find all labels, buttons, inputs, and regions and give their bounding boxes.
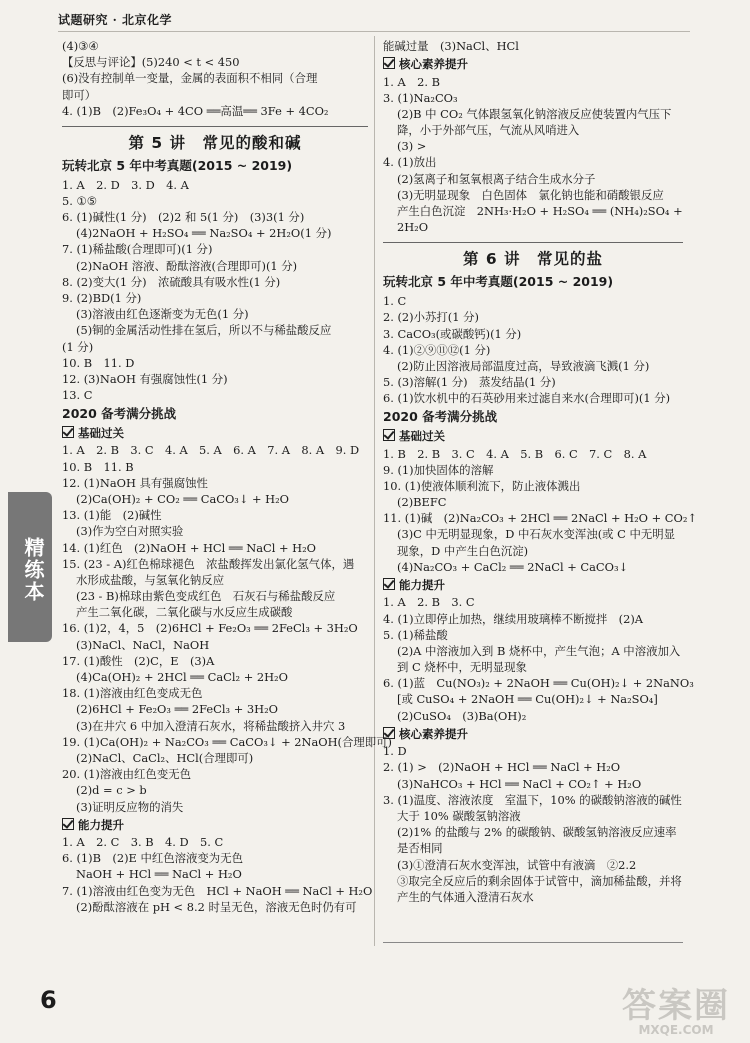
line-text: 13. (1)能 (2)碱性 (62, 508, 162, 523)
subsection-heading (62, 425, 368, 441)
answer-line (62, 475, 368, 491)
answer-line (383, 74, 683, 90)
answer-line (62, 54, 368, 70)
line-text: 玩转北京 5 年中考真题(2015 ~ 2019) (62, 157, 293, 173)
line-text: 10. B 11. D (62, 355, 135, 370)
line-text: 4. (1)放出 (383, 155, 437, 170)
answer-line (62, 588, 368, 604)
answer-line (62, 637, 368, 653)
section-heading (383, 408, 683, 426)
line-text: (2)防止因溶液局部温度过高，导致液滴飞溅(1 分) (397, 358, 650, 373)
answer-line (383, 462, 683, 478)
line-text: 1. A 2. B 3. C (383, 595, 475, 610)
section-heading (62, 405, 368, 423)
answer-line (383, 203, 683, 219)
answer-line (62, 782, 368, 798)
line-text: 1. B 2. B 3. C 4. A 5. B 6. C 7. C 8. A (383, 446, 647, 461)
answer-line (383, 122, 683, 138)
answer-line (62, 883, 373, 899)
line-text: [或 CuSO₄ + 2NaOH ══ Cu(OH)₂↓ + Na₂SO₄] (397, 692, 658, 707)
line-text: 【反思与评论】(5)240 < t < 450 (62, 55, 240, 70)
subsection-heading (62, 817, 368, 833)
answer-line (62, 306, 368, 322)
answer-line (383, 759, 683, 775)
page-header: 试题研究 · 北京化学 (58, 13, 173, 27)
answer-line (383, 510, 697, 526)
answer-line (62, 87, 368, 103)
answer-line (383, 675, 694, 691)
answer-line (62, 103, 368, 119)
answer-line (62, 225, 368, 241)
answer-line (62, 507, 368, 523)
answer-line (62, 734, 392, 750)
line-text: 19. (1)Ca(OH)₂ + Na₂CO₃ ══ CaCO₃↓ + 2NaOH(合理即可) (62, 734, 392, 749)
left-column (62, 38, 392, 915)
answer-line (383, 559, 683, 575)
answer-line (62, 766, 368, 782)
section-heading (62, 157, 368, 175)
watermark-url: MXQE.COM (638, 1023, 714, 1038)
answer-line (383, 38, 683, 54)
line-text: 6. (1)B (2)E 中红色溶液变为无色 (62, 851, 243, 866)
line-text: (3)证明反应物的消失 (76, 799, 184, 814)
answer-line (62, 799, 368, 815)
line-text: (4)③④ (62, 39, 99, 53)
answer-line (62, 241, 368, 257)
line-text: (2)酚酞溶液在 pH < 8.2 时呈无色，溶液无色时仍有可 (76, 899, 357, 914)
answer-line (383, 526, 683, 542)
line-text: 能力提升 (399, 578, 445, 593)
answer-line (383, 543, 683, 559)
answer-line (62, 850, 368, 866)
line-text: 7. (1)稀盐酸(合理即可)(1 分) (62, 242, 213, 257)
line-text: 产生二氧化碳，二氧化碳与水反应生成碳酸 (76, 605, 293, 620)
answer-line (383, 792, 683, 808)
line-text: 15. (23 - A)红色棉球褪色 浓盐酸挥发出氯化氢气体，遇 (62, 556, 355, 571)
line-text: 6. (1)碱性(1 分) (2)2 和 5(1 分) (3)3(1 分) (62, 210, 305, 225)
line-text: (3)NaHCO₃ + HCl ══ NaCl + CO₂↑ + H₂O (397, 776, 642, 791)
line-text: (4)Na₂CO₃ + CaCl₂ ══ 2NaCl + CaCO₃↓ (397, 559, 629, 574)
answer-line (383, 776, 683, 792)
answer-line (383, 374, 683, 390)
line-text: (3)①澄清石灰水变浑浊，试管中有液滴 ②2.2 (397, 857, 637, 872)
answer-line (62, 620, 368, 636)
line-text: 20. (1)溶液由红色变无色 (62, 767, 191, 782)
answer-line (383, 358, 683, 374)
line-text: 玩转北京 5 年中考真题(2015 ~ 2019) (383, 274, 614, 290)
answer-line (62, 177, 368, 193)
answer-line (62, 750, 368, 766)
line-text: 10. (1)使液体顺利流下，防止液体溅出 (383, 478, 581, 493)
line-text: (3)溶液由红色逐渐变为无色(1 分) (76, 307, 249, 322)
line-text: 3. CaCO₃(或碳酸钙)(1 分) (383, 326, 522, 341)
answer-line (383, 138, 683, 154)
answer-line (383, 824, 683, 840)
answer-line (383, 611, 683, 627)
line-text: 2. (2)小苏打(1 分) (383, 310, 479, 325)
line-text: 即可） (62, 87, 97, 102)
line-text: (3) > (397, 139, 427, 154)
line-text: (3)无明显现象 白色固体 氯化钠也能和硝酸银反应 (397, 187, 664, 202)
line-text: (2)NaCl、CaCl₂、HCl(合理即可) (76, 750, 254, 765)
checkbox-icon (383, 578, 395, 590)
line-text: 5. (3)溶解(1 分) 蒸发结晶(1 分) (383, 375, 556, 390)
answer-line (62, 355, 368, 371)
answer-line (383, 219, 683, 235)
answer-line (62, 258, 368, 274)
answer-line (62, 193, 368, 209)
line-text: 6. (1)饮水机中的石英砂用来过滤自来水(合理即可)(1 分) (383, 391, 671, 406)
watermark (622, 985, 730, 1038)
answer-line (62, 653, 368, 669)
lesson-title (383, 242, 683, 270)
line-text: 核心素养提升 (399, 726, 468, 741)
checkbox-icon (62, 426, 74, 438)
line-text: 大于 10% 碳酸氢钠溶液 (397, 808, 521, 823)
line-text: 9. (1)加快固体的溶解 (383, 462, 494, 477)
line-text: 是否相同 (397, 841, 443, 856)
line-text: 14. (1)红色 (2)NaOH + HCl ══ NaCl + H₂O (62, 540, 316, 555)
answer-line (383, 889, 683, 905)
line-text: ③取完全反应后的剩余固体于试管中，滴加稀盐酸，并将 (397, 873, 682, 888)
line-text: (2)B 中 CO₂ 气体跟氢氧化钠溶液反应使装置内气压下 (397, 106, 672, 121)
line-text: (2)6HCl + Fe₂O₃ ══ 2FeCl₃ + 3H₂O (76, 702, 278, 717)
line-text: 3. (1)温度、溶液浓度 室温下，10% 的碳酸钠溶液的碱性 (383, 792, 682, 807)
answer-line (62, 540, 368, 556)
line-text: 产生白色沉淀 2NH₃·H₂O + H₂SO₄ ══ (NH₄)₂SO₄ + (397, 204, 683, 219)
answer-line (383, 691, 683, 707)
answer-line (383, 342, 683, 358)
line-text: (3)C 中无明显现象，D 中石灰水变浑浊(或 C 中无明显 (397, 527, 676, 542)
line-text: 水形成盐酸，与氢氧化钠反应 (76, 572, 225, 587)
answer-line (383, 309, 683, 325)
line-text: 1. A 2. C 3. B 4. D 5. C (62, 835, 224, 850)
checkbox-icon (62, 818, 74, 830)
answer-line (383, 594, 683, 610)
answer-line (383, 708, 683, 724)
line-text: 基础过关 (78, 426, 124, 441)
answer-line (62, 866, 368, 882)
line-text: 16. (1)2，4，5 (2)6HCl + Fe₂O₃ ══ 2FeCl₃ + 3H₂O (62, 621, 358, 636)
line-text: (2)CuSO₄ (3)Ba(OH)₂ (397, 708, 527, 723)
answer-line (383, 90, 683, 106)
line-text: 基础过关 (399, 429, 445, 444)
answer-line (62, 274, 368, 290)
side-tab-label: 精练本 (21, 537, 45, 603)
line-text: 3. (1)Na₂CO₃ (383, 90, 458, 105)
answer-line (62, 371, 368, 387)
answer-line (383, 627, 683, 643)
answer-line (383, 857, 683, 873)
answer-line (383, 840, 683, 856)
line-text: 能力提升 (78, 817, 124, 832)
line-text: 1. A 2. D 3. D 4. A (62, 177, 189, 192)
line-text: (3)NaCl、NaCl，NaOH (76, 637, 210, 652)
line-text: 1. A 2. B (383, 74, 440, 89)
checkbox-icon (383, 57, 395, 69)
checkbox-icon (383, 429, 395, 441)
line-text: (4)Ca(OH)₂ + 2HCl ══ CaCl₂ + 2H₂O (76, 670, 288, 685)
line-text: 4. (1)立即停止加热，继续用玻璃棒不断搅拌 (2)A (383, 611, 644, 626)
answer-line (62, 70, 368, 86)
line-text: 8. (2)变大(1 分) 浓硫酸具有吸水性(1 分) (62, 274, 281, 289)
line-text: (2)氢离子和氢氧根离子结合生成水分子 (397, 171, 596, 186)
answer-line (62, 701, 368, 717)
line-text: 第 5 讲 常见的酸和碱 (128, 133, 302, 152)
line-text: (4)2NaOH + H₂SO₄ ══ Na₂SO₄ + 2H₂O(1 分) (76, 226, 332, 241)
line-text: 4. (1)②⑨⑪⑫(1 分) (383, 342, 491, 357)
checkbox-icon (383, 727, 395, 739)
answer-line (383, 659, 683, 675)
answer-line (62, 209, 368, 225)
line-text: 能碱过量 (3)NaCl、HCl (383, 39, 519, 53)
line-text: (2)d = c > b (76, 783, 147, 798)
line-text: 6. (1)蓝 Cu(NO₃)₂ + 2NaOH ══ Cu(OH)₂↓ + 2NaNO₃ (383, 676, 694, 691)
line-text: (2)A 中溶液加入到 B 烧杯中，产生气泡；A 中溶液加入 (397, 643, 681, 658)
answer-line (62, 290, 368, 306)
line-text: (3)在井穴 6 中加入澄清石灰水，将稀盐酸挤入井穴 3 (76, 718, 346, 733)
answer-line (62, 834, 368, 850)
header-rule (58, 31, 690, 32)
line-text: 18. (1)溶液由红色变成无色 (62, 686, 203, 701)
bottom-rule (383, 942, 683, 943)
line-text: 17. (1)酸性 (2)C，E (3)A (62, 653, 215, 668)
answer-line (62, 556, 368, 572)
page-number: 6 (40, 986, 57, 1014)
line-text: 核心素养提升 (399, 57, 468, 72)
answer-line (62, 38, 368, 54)
section-heading (383, 273, 683, 291)
answer-line (383, 326, 683, 342)
answer-line (383, 808, 683, 824)
line-text: 产生的气体通入澄清石灰水 (397, 889, 534, 904)
answer-line (383, 494, 683, 510)
line-text: (2)Ca(OH)₂ + CO₂ ══ CaCO₃↓ + H₂O (76, 491, 290, 506)
line-text: (23 - B)棉球由紫色变成红色 石灰石与稀盐酸反应 (76, 589, 336, 604)
subsection-heading (383, 428, 683, 444)
answer-line (62, 387, 368, 403)
answer-line (62, 459, 368, 475)
answer-line (62, 339, 368, 355)
answer-line (383, 187, 683, 203)
line-text: 现象，D 中产生白色沉淀) (397, 543, 529, 558)
answer-line (62, 718, 368, 734)
answer-line (383, 106, 683, 122)
lesson-title (62, 126, 368, 154)
line-text: (5)铜的金属活动性排在氢后，所以不与稀盐酸反应 (76, 323, 332, 338)
subsection-heading (383, 726, 683, 742)
line-text: 9. (2)BD(1 分) (62, 291, 142, 305)
line-text: 12. (3)NaOH 有强腐蚀性(1 分) (62, 371, 228, 386)
line-text: 1. A 2. B 3. C 4. A 5. A 6. A 7. A 8. A 9. D (62, 443, 360, 458)
line-text: (6)没有控制单一变量，金属的表面积不相同（合理 (62, 71, 318, 86)
answer-line (62, 685, 368, 701)
line-text: 11. (1)碱 (2)Na₂CO₃ + 2HCl ══ 2NaCl + H₂O + CO₂↑ (383, 511, 697, 526)
answer-line (62, 523, 368, 539)
answer-line (383, 293, 683, 309)
answer-line (62, 491, 368, 507)
line-text: 1. D (383, 744, 407, 759)
answer-line (383, 743, 683, 759)
line-text: 2020 备考满分挑战 (62, 406, 177, 422)
line-text: 2020 备考满分挑战 (383, 409, 498, 425)
answer-line (383, 154, 683, 170)
subsection-heading (383, 577, 683, 593)
line-text: (1 分) (62, 339, 94, 354)
line-text: 1. C (383, 294, 407, 309)
answer-line (383, 643, 683, 659)
line-text: (2)NaOH 溶液、酚酞溶液(合理即可)(1 分) (76, 258, 298, 273)
column-divider (374, 36, 375, 946)
line-text: (2)BEFC (397, 495, 447, 510)
line-text: 到 C 烧杯中，无明显现象 (397, 660, 527, 675)
line-text: NaOH + HCl ══ NaCl + H₂O (76, 867, 242, 882)
answer-line (62, 442, 368, 458)
line-text: 第 6 讲 常见的盐 (462, 250, 604, 269)
answer-line (383, 171, 683, 187)
line-text: (3)作为空白对照实验 (76, 524, 184, 539)
line-text: 降，小于外部气压，气流从风哨进入 (397, 123, 580, 138)
line-text: 4. (1)B (2)Fe₃O₄ + 4CO ══高温══ 3Fe + 4CO₂ (62, 103, 329, 118)
answer-line (383, 478, 683, 494)
watermark-logo-text: 答案圈 (622, 985, 730, 1026)
line-text: 2. (1) > (2)NaOH + HCl ══ NaCl + H₂O (383, 760, 621, 775)
line-text: 10. B 11. B (62, 459, 134, 474)
line-text: 13. C (62, 388, 93, 403)
line-text: 12. (1)NaOH 具有强腐蚀性 (62, 475, 208, 490)
answer-line (62, 669, 368, 685)
answer-line (62, 899, 368, 915)
line-text: 5. (1)稀盐酸 (383, 627, 448, 642)
answer-line (383, 873, 683, 889)
line-text: (2)1% 的盐酸与 2% 的碳酸钠、碳酸氢钠溶液反应速率 (397, 825, 677, 840)
line-text: 5. ①⑤ (62, 193, 97, 208)
answer-line (62, 572, 368, 588)
answer-line (383, 390, 683, 406)
answer-line (62, 322, 368, 338)
line-text: 7. (1)溶液由红色变为无色 HCl + NaOH ══ NaCl + H₂O (62, 883, 373, 898)
answer-line (62, 604, 368, 620)
subsection-heading (383, 56, 683, 72)
answer-line (383, 446, 683, 462)
line-text: 2H₂O (397, 220, 429, 235)
right-column (383, 38, 697, 905)
